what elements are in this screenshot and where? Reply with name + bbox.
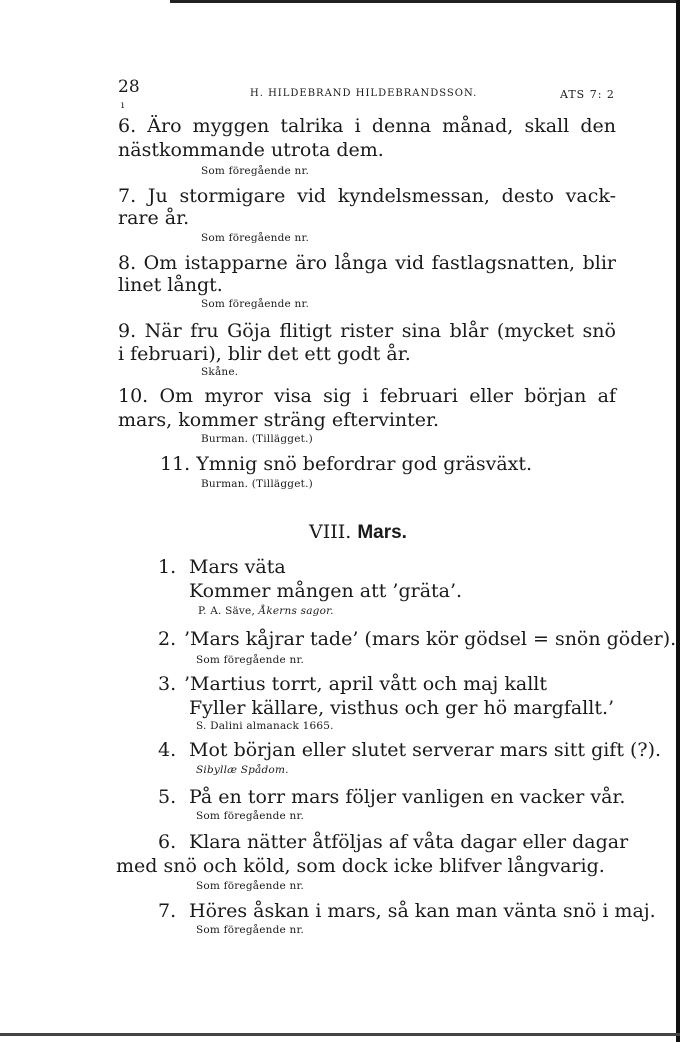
mars-2-source: Som föregående nr. <box>196 654 305 666</box>
mars-1-line1: Mars väta <box>189 556 286 578</box>
mars-6-source: Som föregående nr. <box>196 880 305 892</box>
margin-mark: ı <box>121 100 125 111</box>
mars-1-line2: Kommer mången att ’gräta’. <box>189 580 463 602</box>
mars-6-line2: med snö och köld, som dock icke blifver långvarig. <box>116 855 605 877</box>
entry-7-source: Som föregående nr. <box>201 232 310 244</box>
entry-10-line2: mars, kommer sträng eftervinter. <box>118 409 440 431</box>
mars-4-line1: Mot början eller slutet serverar mars sitt gift (?). <box>189 739 662 761</box>
section-title: Mars. <box>357 522 407 543</box>
right-border <box>676 0 680 1042</box>
mars-1-source-author: P. A. Säve, <box>198 605 259 617</box>
mars-3-line1: ’Martius torrt, april vått och maj kallt <box>184 673 547 695</box>
entry-6-line1: 6. Äro myggen talrika i denna månad, skall den <box>118 115 616 137</box>
entry-7-line2: rare år. <box>118 207 190 229</box>
mars-4-number: 4. <box>158 739 177 761</box>
entry-11-line1: 11. Ymnig snö befordrar god gräsväxt. <box>160 453 533 475</box>
mars-5-source: Som föregående nr. <box>196 810 305 822</box>
mars-3-number: 3. <box>158 673 177 695</box>
entry-11-source: Burman. (Tillägget.) <box>201 478 313 490</box>
mars-7-source: Som föregående nr. <box>196 924 305 936</box>
mars-1-source-title: Åkerns sagor. <box>258 605 334 617</box>
mars-7-number: 7. <box>158 900 177 922</box>
mars-6-number: 6. <box>158 831 177 853</box>
entry-8-source: Som föregående nr. <box>201 298 310 310</box>
bottom-border <box>0 1033 680 1036</box>
mars-5-number: 5. <box>158 786 177 808</box>
entry-9-source: Skåne. <box>201 366 239 378</box>
page-number: 28 <box>118 77 140 97</box>
entry-8-line1: 8. Om istapparne äro långa vid fastlagsnatten, blir <box>118 252 616 274</box>
entry-9-line1: 9. När fru Göja flitigt rister sina blår (mycket snö <box>118 320 616 342</box>
entry-10-source: Burman. (Tillägget.) <box>201 433 313 445</box>
mars-1-number: 1. <box>158 556 177 578</box>
mars-5-line1: På en torr mars följer vanligen en vacker vår. <box>189 786 626 808</box>
mars-4-source: Sibyllæ Spådom. <box>196 764 289 776</box>
entry-6-source: Som föregående nr. <box>201 165 310 177</box>
entry-9-line2: i februari), blir det ett godt år. <box>118 343 411 365</box>
entry-7-line1: 7. Ju stormigare vid kyndelsmessan, desto vack- <box>118 185 616 207</box>
mars-1-source <box>198 605 334 617</box>
running-head: H. HILDEBRAND HILDEBRANDSSON. <box>250 88 478 99</box>
mars-3-line2: Fyller källare, visthus och ger hö margfallt.’ <box>189 697 615 719</box>
section-numeral: VIII. <box>309 521 352 543</box>
entry-8-line2: linet långt. <box>118 274 223 296</box>
section-heading <box>309 521 407 544</box>
mars-3-source: S. Dalini almanack 1665. <box>196 720 334 732</box>
mars-6-line1: Klara nätter åtföljas af våta dagar eller dagar <box>189 831 629 853</box>
mars-2-number: 2. <box>158 628 177 650</box>
top-border <box>170 0 680 3</box>
entry-6-line2: nästkommande utrota dem. <box>118 139 384 161</box>
entry-10-line1: 10. Om myror visa sig i februari eller början af <box>118 385 616 407</box>
series-label: ATS 7: 2 <box>560 88 615 101</box>
mars-2-line1: ’Mars kåjrar tade’ (mars kör gödsel = snön göder). <box>184 628 677 650</box>
mars-7-line1: Höres åskan i mars, så kan man vänta snö i maj. <box>189 900 656 922</box>
